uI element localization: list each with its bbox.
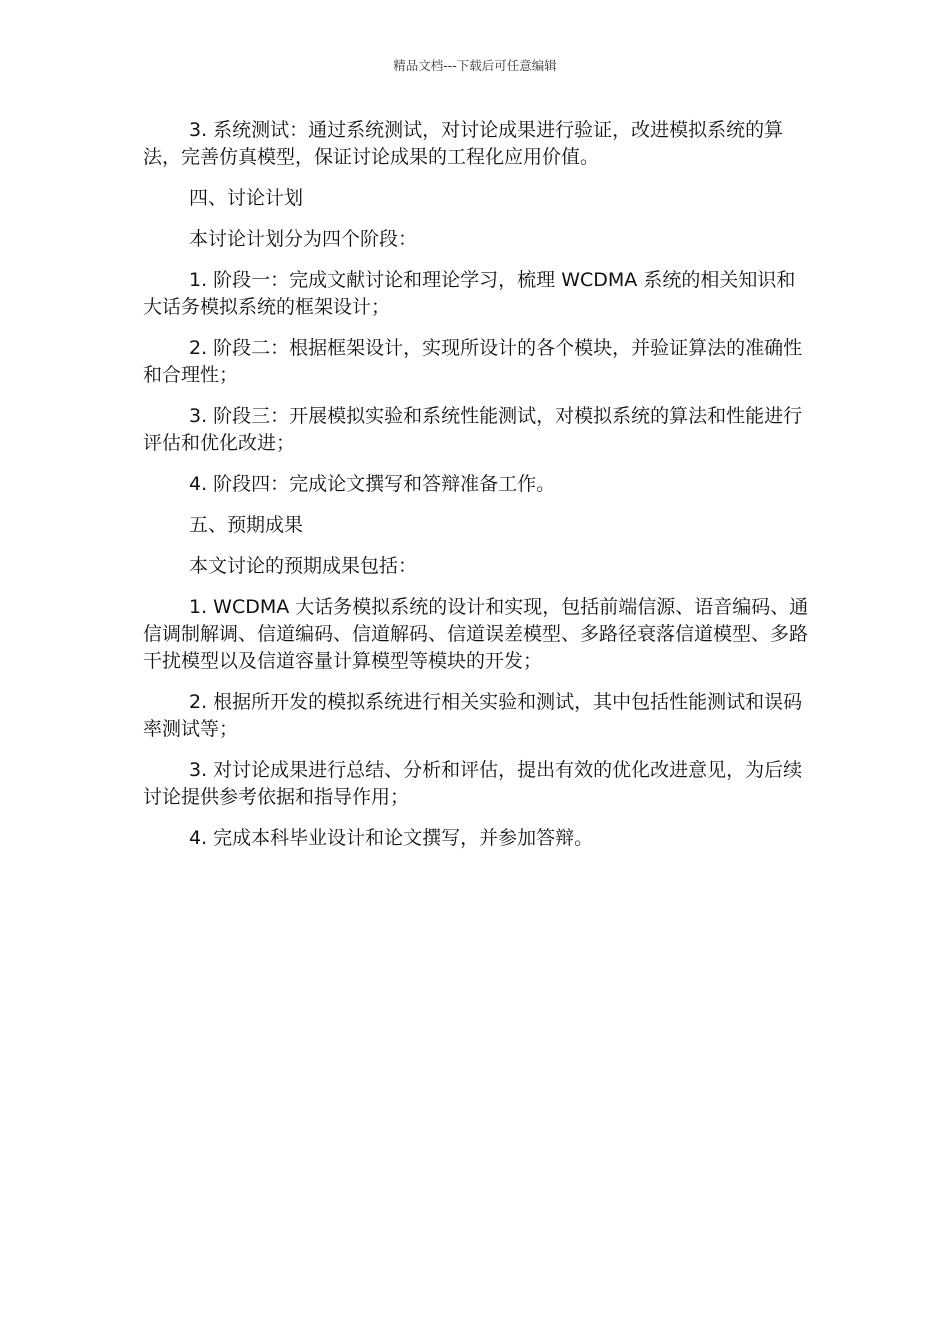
list-item-result-1: 1. WCDMA 大话务模拟系统的设计和实现，包括前端信源、语音编码、通信调制解调、信道编码、信道解码、信道误差模型、多路径衰落信道模型、多路干扰模型以及信道容量计算模型等模块的开发； [143, 596, 809, 672]
list-item-stage-2: 2. 阶段二：根据框架设计，实现所设计的各个模块，并验证算法的准确性和合理性； [143, 337, 803, 386]
list-item-stage-3: 3. 阶段三：开展模拟实验和系统性能测试，对模拟系统的算法和性能进行评估和优化改进； [143, 405, 803, 454]
paragraph-results-intro: 本文讨论的预期成果包括： [189, 555, 418, 577]
list-item-stage-4: 4. 阶段四：完成论文撰写和答辩准备工作。 [189, 473, 556, 495]
list-item-result-3: 3. 对讨论成果进行总结、分析和评估，提出有效的优化改进意见，为后续讨论提供参考依据和指导作用； [143, 759, 803, 808]
paragraph-system-test: 3. 系统测试：通过系统测试，对讨论成果进行验证，改进模拟系统的算法，完善仿真模型，保证讨论成果的工程化应用价值。 [143, 119, 784, 168]
section-heading-results: 五、预期成果 [189, 514, 304, 536]
page-header: 精品文档---下载后可任意编辑 [393, 58, 557, 73]
paragraph-plan-intro: 本讨论计划分为四个阶段： [189, 228, 418, 250]
list-item-result-2: 2. 根据所开发的模拟系统进行相关实验和测试，其中包括性能测试和误码率测试等； [143, 691, 803, 740]
document-body [143, 117, 809, 866]
list-item-result-4: 4. 完成本科毕业设计和论文撰写，并参加答辩。 [189, 827, 594, 849]
section-heading-plan: 四、讨论计划 [189, 187, 304, 209]
list-item-stage-1: 1. 阶段一：完成文献讨论和理论学习，梳理 WCDMA 系统的相关知识和大话务模拟系统的框架设计； [143, 269, 796, 318]
